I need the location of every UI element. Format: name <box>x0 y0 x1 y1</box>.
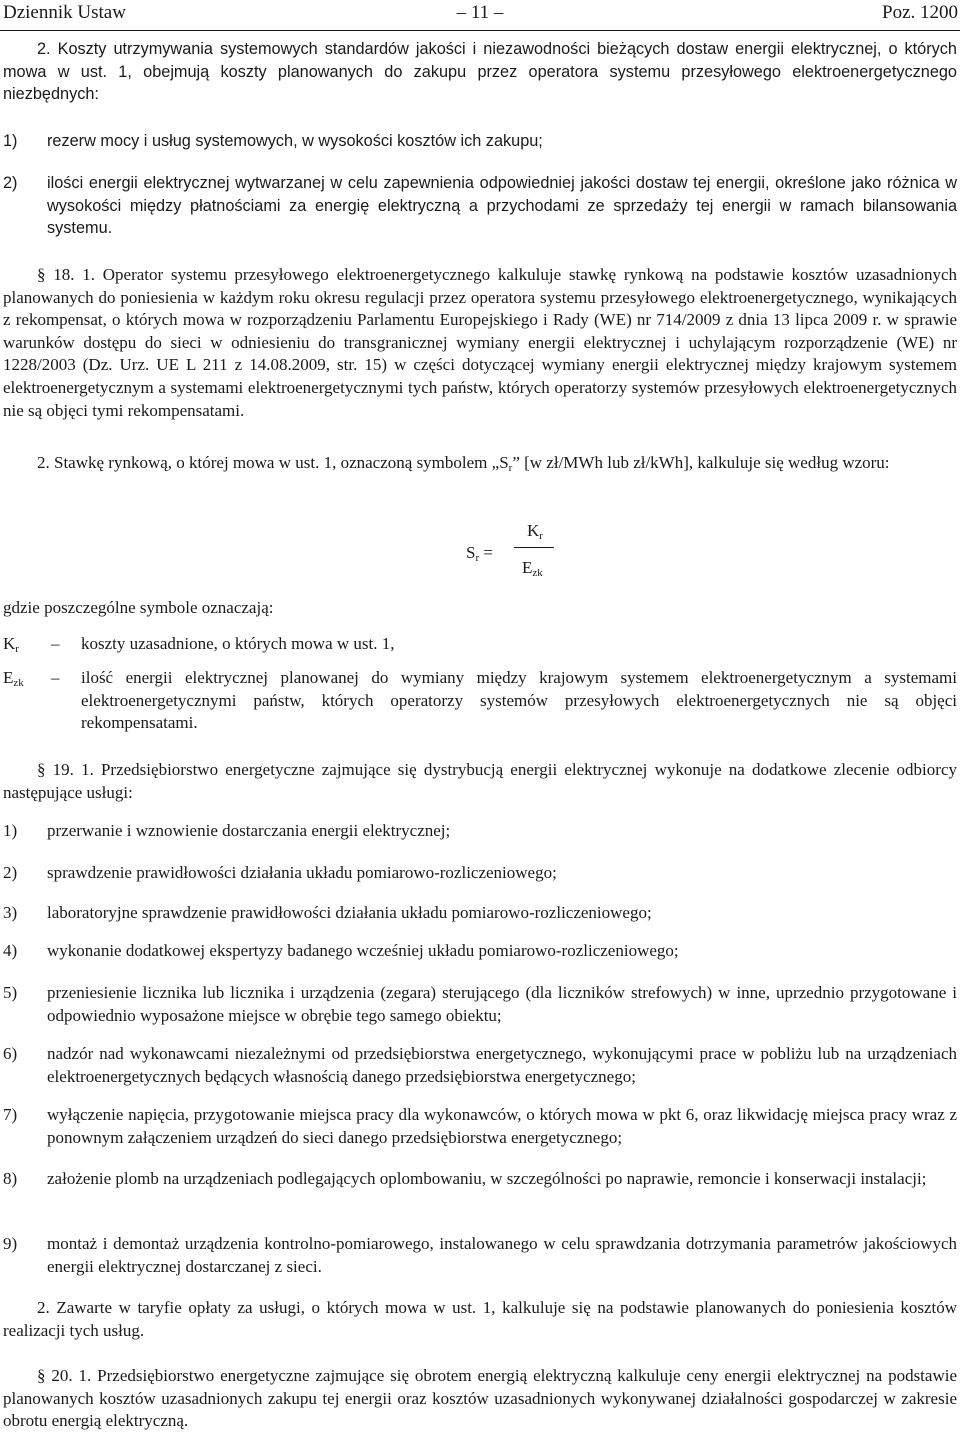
section-18-paragraph-2 <box>3 452 957 475</box>
list-item-text: przeniesienie licznika lub licznika i urządzenia (zegara) sterującego (dla liczników strefowych) w inne, uprzednio przygotowane i odpowiednio wyposażone miejsce w obrębie tego samego obiektu; <box>47 983 957 1025</box>
list-item-number: 4) <box>3 941 18 960</box>
list-item <box>3 862 957 885</box>
formula-subscript: r <box>539 530 543 542</box>
item-number: Poz. 1200 <box>882 2 958 23</box>
symbol-definition <box>3 667 957 735</box>
list-item-number: 6) <box>3 1044 18 1063</box>
list-item-text: nadzór nad wykonawcami niezależnymi od przedsiębiorstwa energetycznego, wykonującymi prace w pobliżu lub na urządzeniach elektroenergetycznych będących własnością danego przedsiębiorstwa energetycznego; <box>47 1044 957 1086</box>
paragraph-text: ” [w zł/MWh lub zł/kWh], kalkuluje się według wzoru: <box>512 453 890 472</box>
list-item-number: 8) <box>3 1169 18 1188</box>
list-item <box>3 1043 957 1088</box>
formula-denominator <box>519 557 562 580</box>
definition-text: koszty uzasadnione, o których mowa w ust. 1, <box>81 634 395 653</box>
list-item-number: 2) <box>3 863 18 882</box>
paragraph-text: 2. Stawkę rynkową, o której mowa w ust. 1, oznaczoną symbolem „S <box>37 453 509 472</box>
section-19-paragraph-2: 2. Zawarte w taryfie opłaty za usługi, o których mowa w ust. 1, kalkuluje się na podstawie planowanych do poniesienia kosztów realizacji tych usług. <box>3 1298 957 1340</box>
list-item-number: 5) <box>3 983 18 1002</box>
symbol-definition <box>3 633 957 656</box>
list-item <box>3 902 957 925</box>
list-item <box>3 1168 957 1191</box>
costs-paragraph: 2. Koszty utrzymywania systemowych standardów jakości i niezawodności bieżących dostaw energii elektrycznej, o których mowa w ust. 1, obejmują koszty planowanych do zakupu przez operatora systemu przesyłowego elektroenergetycznego niezbędnych: <box>3 40 957 104</box>
section-20-paragraph-1: § 20. 1. Przedsiębiorstwo energetyczne zajmujące się obrotem energią elektryczną kalkuluje ceny energii elektrycznej na podstawie planowanych kosztów uzasadnionych zakupu tej energii oraz kosztów uzasadnionych wykonywanej działalności gospodarczej w zakresie obrotu energią elektryczną. <box>3 1366 957 1431</box>
section-18-paragraph-1: § 18. 1. Operator systemu przesyłowego elektroenergetycznego kalkuluje stawkę rynkową na podstawie kosztów uzasadnionych planowanych do poniesienia w każdym roku okresu regulacji przez operatora systemu przesyłowego elektroenergetycznego, wynikających z rekompensat, o których mowa w rozporządzeniu Parlamentu Europejskiego i Rady (WE) nr 714/2009 z dnia 13 lipca 2009 r. w sprawie warunków dostępu do sieci w odniesieniu do transgranicznej wymiany energii elektrycznej i uchylającym rozporządzenie (WE) nr 1228/2003 (Dz. Urz. UE L 211 z 14.08.2009, str. 15) w części dotyczącej wymiany energii elektrycznej między krajowym systemem elektroenergetycznym a systemami elektroenergetycznymi tych państw, których operatorzy systemów przesyłowych elektroenergetycznych nie są objęci tymi rekompensatami. <box>3 265 957 420</box>
formula-numerator <box>519 520 551 543</box>
list-item-number: 1) <box>3 132 18 150</box>
symbol-name <box>3 633 19 656</box>
definition-dash: – <box>51 634 60 653</box>
symbol-subscript: r <box>15 643 19 655</box>
list-item-number: 2) <box>3 174 18 192</box>
page-number: – 11 – <box>456 2 504 23</box>
symbol-subscript: r <box>508 462 513 474</box>
list-item-number: 1) <box>3 821 18 840</box>
list-item-text: wykonanie dodatkowej ekspertyzy badanego wcześniej układu pomiarowo-rozliczeniowego; <box>47 941 679 960</box>
formula-subscript: r <box>475 552 480 564</box>
symbol-main: E <box>3 668 14 687</box>
definition-dash: – <box>51 668 60 687</box>
running-header <box>0 0 960 31</box>
list-item <box>3 130 957 153</box>
fraction-bar <box>514 547 554 548</box>
journal-title: Dziennik Ustaw <box>3 2 126 23</box>
list-item-text: wyłączenie napięcia, przygotowanie miejsca pracy dla wykonawców, o których mowa w pkt 6, oraz likwidację miejsca pracy wraz z ponownym załączeniem urządzeń do sieci danego przedsiębiorstwa energetycznego; <box>47 1105 957 1147</box>
section-19-intro: § 19. 1. Przedsiębiorstwo energetyczne zajmujące się dystrybucją energii elektrycznej wykonuje na dodatkowe zlecenie odbiorcy następujące usługi: <box>3 760 957 802</box>
list-item <box>3 940 957 963</box>
list-item-text: sprawdzenie prawidłowości działania układu pomiarowo-rozliczeniowego; <box>47 863 557 882</box>
list-item-text: montaż i demontaż urządzenia kontrolno-pomiarowego, instalowanego w celu sprawdzania dotrzymania parametrów jakościowych energii elektrycznej dostarczanej z sieci. <box>47 1234 957 1276</box>
formula-equals: = <box>483 543 493 562</box>
list-item-text: przerwanie i wznowienie dostarczania energii elektrycznej; <box>47 821 451 840</box>
formula-symbol: E <box>522 558 533 577</box>
rate-formula <box>466 520 566 590</box>
list-item-number: 7) <box>3 1105 18 1124</box>
definition-text: ilość energii elektrycznej planowanej do wymiany między krajowym systemem elektroenergetycznym a systemami elektroenergetycznymi państw, których operatorzy systemów przesyłowych elektroenergetycznych nie są objęci rekompensatami. <box>81 668 957 733</box>
symbol-name <box>3 667 24 690</box>
formula-symbol: S <box>466 543 476 562</box>
list-item <box>3 1104 957 1149</box>
formula-symbol: K <box>527 521 540 540</box>
symbol-main: K <box>3 634 16 653</box>
list-item-text: laboratoryjne sprawdzenie prawidłowości działania układu pomiarowo-rozliczeniowego; <box>47 903 652 922</box>
list-item-text: rezerw mocy i usług systemowych, w wysokości kosztów ich zakupu; <box>47 132 543 150</box>
list-item-number: 9) <box>3 1234 18 1253</box>
formula-lhs <box>466 542 493 565</box>
list-item <box>3 982 957 1027</box>
formula-subscript: zk <box>532 567 543 579</box>
list-item <box>3 172 957 240</box>
list-item-text: ilości energii elektrycznej wytwarzanej w celu zapewnienia odpowiedniej jakości dostaw tej energii, określone jako różnica w wysokości między płatnościami za energię elektryczną a przychodami ze sprzedaży tej energii w ramach bilansowania systemu. <box>47 174 957 238</box>
list-item <box>3 1233 957 1278</box>
symbols-intro: gdzie poszczególne symbole oznaczają: <box>3 598 274 617</box>
list-item <box>3 820 957 843</box>
list-item-number: 3) <box>3 903 18 922</box>
list-item-text: założenie plomb na urządzeniach podlegających oplombowaniu, w szczególności po naprawie, remoncie i konserwacji instalacji; <box>47 1169 927 1188</box>
symbol-subscript: zk <box>13 677 24 689</box>
